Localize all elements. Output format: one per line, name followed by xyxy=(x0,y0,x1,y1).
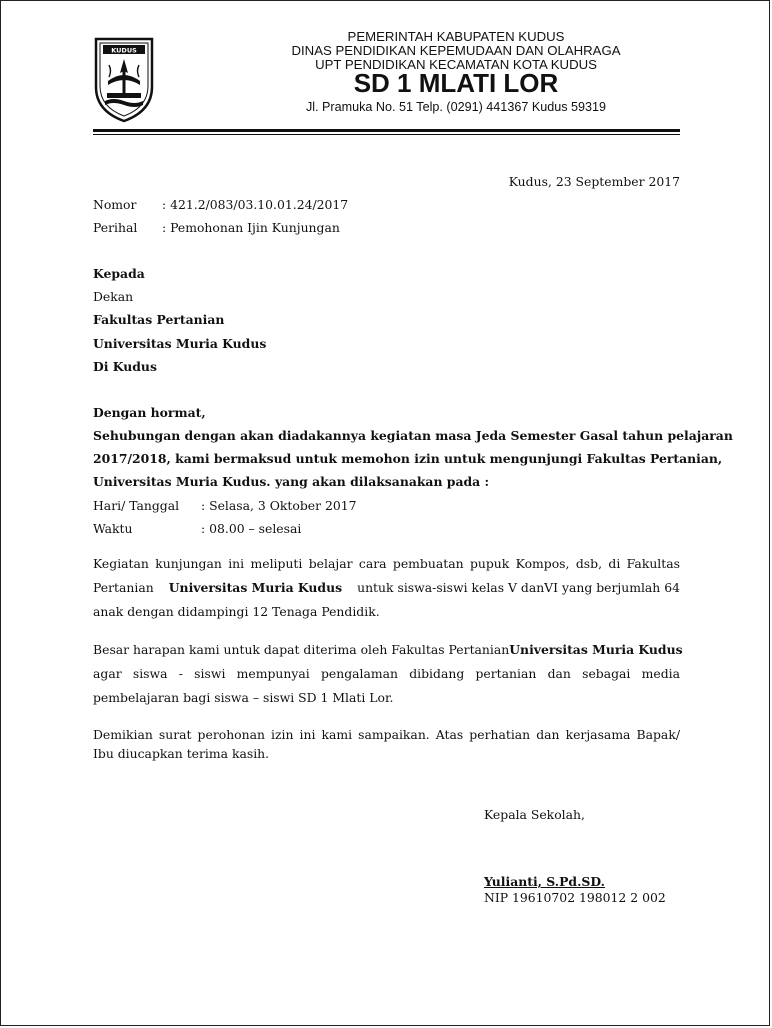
letterhead-line-2: DINAS PENDIDIKAN KEPEMUDAAN DAN OLAHRAGA xyxy=(291,43,621,58)
recipient-dekan: Dekan xyxy=(93,289,134,304)
letterhead-line-1: PEMERINTAH KABUPATEN KUDUS xyxy=(347,29,565,44)
letterhead-line-3: UPT PENDIDIKAN KECAMATAN KOTA KUDUS xyxy=(315,57,597,72)
school-address: Jl. Pramuka No. 51 Telp. (0291) 441367 Kudus 59319 xyxy=(305,100,607,114)
paragraph-4-line-1: Demikian surat perohonan izin ini kami sampaikan. Atas perhatian dan kerjasama Bapak/ xyxy=(93,727,680,742)
paragraph-2-line-3: anak dengan didampingi 12 Tenaga Pendidik. xyxy=(93,604,380,619)
paragraph-1-line-1: Sehubungan dengan akan diadakannya kegiatan masa Jeda Semester Gasal tahun pelajaran xyxy=(93,428,733,443)
svg-text:KUDUS: KUDUS xyxy=(111,46,137,55)
schedule-time-label: Waktu xyxy=(93,521,133,536)
signature-title: Kepala Sekolah, xyxy=(484,807,585,822)
letterhead-divider-thin xyxy=(93,134,680,135)
paragraph-2-line-2-part-b: Universitas Muria Kudus xyxy=(168,580,343,595)
nomor-label: Nomor xyxy=(93,197,137,212)
school-name: SD 1 MLATI LOR xyxy=(353,68,559,98)
recipient-universitas: Universitas Muria Kudus xyxy=(93,336,267,351)
kudus-regency-emblem-icon xyxy=(93,35,155,123)
schedule-day-value: : Selasa, 3 Oktober 2017 xyxy=(201,498,357,513)
paragraph-1-line-3: Universitas Muria Kudus. yang akan dilaksanakan pada : xyxy=(93,474,490,489)
letter-date: Kudus, 23 September 2017 xyxy=(508,174,680,189)
paragraph-3-line-1 xyxy=(93,642,683,657)
paragraph-3-line-1-part-a: Besar harapan kami untuk dapat diterima oleh Fakultas Pertanian xyxy=(93,642,510,657)
paragraph-3-line-1-part-b: Universitas Muria Kudus xyxy=(509,642,683,657)
paragraph-3-line-3: pembelajaran bagi siswa – siswi SD 1 Mlati Lor. xyxy=(93,690,394,705)
recipient-location: Di Kudus xyxy=(93,359,157,374)
schedule-time-value: : 08.00 – selesai xyxy=(201,521,302,536)
perihal-value: : Pemohonan Ijin Kunjungan xyxy=(162,220,340,235)
letterhead-divider-thick xyxy=(93,129,680,132)
paragraph-2-line-2-part-a: Pertanian xyxy=(93,580,154,595)
schedule-day-label: Hari/ Tanggal xyxy=(93,498,180,513)
recipient-fakultas: Fakultas Pertanian xyxy=(93,312,225,327)
paragraph-2-line-2 xyxy=(93,580,680,595)
salutation: Dengan hormat, xyxy=(93,405,206,420)
signature-name: Yulianti, S.Pd.SD. xyxy=(484,874,605,889)
paragraph-3-line-2: agar siswa - siswi mempunyai pengalaman dibidang pertanian dan sebagai media xyxy=(93,666,680,681)
nomor-value: : 421.2/083/03.10.01.24/2017 xyxy=(162,197,349,212)
paragraph-2-line-1: Kegiatan kunjungan ini meliputi belajar cara pembuatan pupuk Kompos, dsb, di Fakultas xyxy=(93,556,680,571)
paragraph-2-line-2-part-c: untuk siswa-siswi kelas V danVI yang berjumlah 64 xyxy=(357,580,680,595)
signature-nip: NIP 19610702 198012 2 002 xyxy=(484,890,666,905)
paragraph-4-line-2: Ibu diucapkan terima kasih. xyxy=(93,746,270,761)
paragraph-1-line-2: 2017/2018, kami bermaksud untuk memohon izin untuk mengunjungi Fakultas Pertanian, xyxy=(93,451,723,466)
recipient-kepada: Kepada xyxy=(93,266,145,281)
perihal-label: Perihal xyxy=(93,220,138,235)
